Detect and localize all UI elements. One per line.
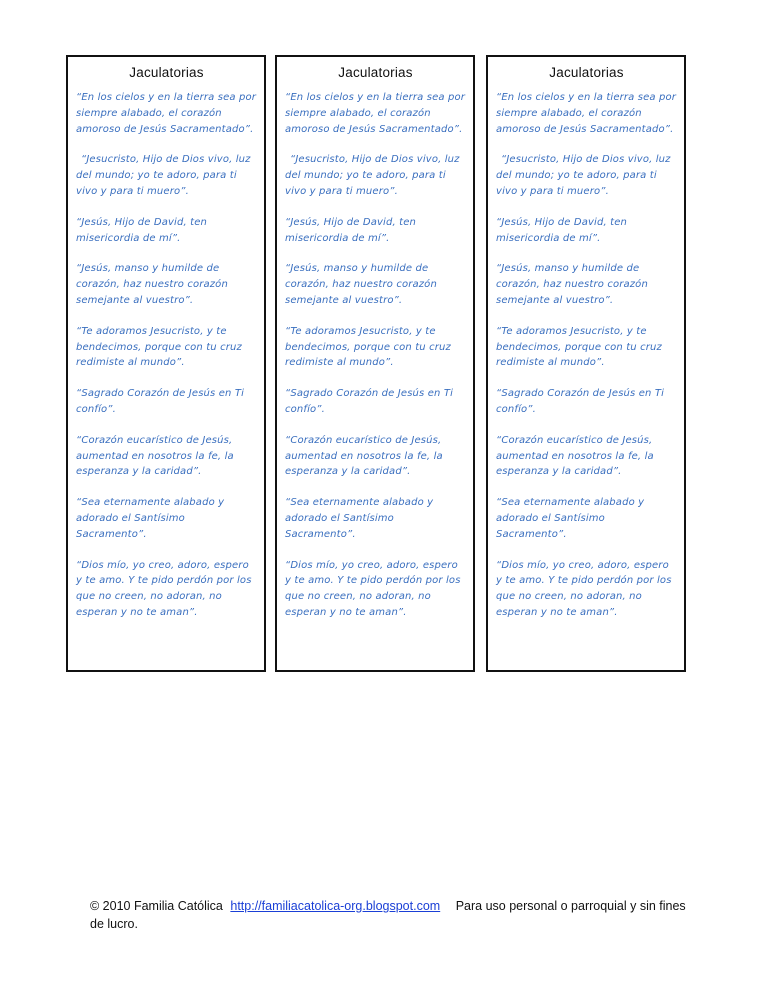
prayer-text: “Sea eternamente alabado y adorado el Santísimo Sacramento”. bbox=[285, 497, 434, 540]
prayer-text: “Jesucristo, Hijo de Dios vivo, luz del mundo; yo te adoro, para ti vivo y para ti muero”. bbox=[285, 154, 460, 197]
copyright-text: © 2010 Familia Católica bbox=[90, 899, 223, 913]
prayer-text: “Jesús, manso y humilde de corazón, haz nuestro corazón semejante al vuestro”. bbox=[285, 263, 437, 306]
bookmark-title: Jaculatorias bbox=[338, 65, 413, 80]
bookmark-title: Jaculatorias bbox=[129, 65, 204, 80]
prayer-text: “Jesús, manso y humilde de corazón, haz nuestro corazón semejante al vuestro”. bbox=[496, 263, 648, 306]
bookmark-card-3 bbox=[486, 55, 686, 672]
bookmark-card-1 bbox=[66, 55, 266, 672]
footer bbox=[90, 897, 690, 933]
prayer-text: “En los cielos y en la tierra sea por siempre alabado, el corazón amoroso de Jesús Sacramentado”. bbox=[496, 92, 677, 135]
prayer-text: “Sagrado Corazón de Jesús en Ti confío”. bbox=[496, 388, 665, 415]
prayer-text: “Sagrado Corazón de Jesús en Ti confío”. bbox=[285, 388, 454, 415]
prayer-text: “Dios mío, yo creo, adoro, espero y te amo. Y te pido perdón por los que no creen, no adoran, no esperan y no te aman”. bbox=[285, 559, 461, 618]
prayer-text: “Te adoramos Jesucristo, y te bendecimos, porque con tu cruz redimiste al mundo”. bbox=[76, 325, 242, 369]
usage-notice: Para uso personal o parroquial y sin fines de lucro. bbox=[90, 899, 686, 931]
prayer-text: “Jesús, Hijo de David, ten misericordia de mí”. bbox=[76, 216, 207, 244]
prayer-text: “En los cielos y en la tierra sea por siempre alabado, el corazón amoroso de Jesús Sacramentado”. bbox=[76, 92, 257, 135]
blog-link[interactable]: http://familiacatolica-org.blogspot.com bbox=[230, 899, 441, 913]
prayer-text: “Jesús, Hijo de David, ten misericordia de mí”. bbox=[285, 216, 416, 244]
bookmark-title: Jaculatorias bbox=[549, 65, 624, 80]
prayer-text: “Jesucristo, Hijo de Dios vivo, luz del mundo; yo te adoro, para ti vivo y para ti muero”. bbox=[496, 154, 671, 197]
prayer-text: “Corazón eucarístico de Jesús, aumentad en nosotros la fe, la esperanza y la caridad”. bbox=[76, 434, 234, 478]
prayer-text: “Te adoramos Jesucristo, y te bendecimos, porque con tu cruz redimiste al mundo”. bbox=[496, 325, 662, 369]
prayer-text: “Dios mío, yo creo, adoro, espero y te amo. Y te pido perdón por los que no creen, no adoran, no esperan y no te aman”. bbox=[76, 559, 252, 618]
prayer-text: “Corazón eucarístico de Jesús, aumentad en nosotros la fe, la esperanza y la caridad”. bbox=[285, 434, 443, 478]
prayer-text: “En los cielos y en la tierra sea por siempre alabado, el corazón amoroso de Jesús Sacramentado”. bbox=[285, 92, 466, 135]
prayer-text: “Sagrado Corazón de Jesús en Ti confío”. bbox=[76, 388, 245, 415]
prayer-text: “Jesús, Hijo de David, ten misericordia de mí”. bbox=[496, 216, 627, 244]
prayer-text: “Sea eternamente alabado y adorado el Santísimo Sacramento”. bbox=[76, 497, 225, 540]
prayer-text: “Sea eternamente alabado y adorado el Santísimo Sacramento”. bbox=[496, 497, 645, 540]
prayer-text: “Corazón eucarístico de Jesús, aumentad en nosotros la fe, la esperanza y la caridad”. bbox=[496, 434, 654, 478]
prayer-text: “Te adoramos Jesucristo, y te bendecimos, porque con tu cruz redimiste al mundo”. bbox=[285, 325, 451, 369]
prayer-text: “Jesucristo, Hijo de Dios vivo, luz del mundo; yo te adoro, para ti vivo y para ti muero”. bbox=[76, 154, 251, 197]
bookmark-card-2 bbox=[275, 55, 475, 672]
prayer-text: “Jesús, manso y humilde de corazón, haz nuestro corazón semejante al vuestro”. bbox=[76, 263, 228, 306]
prayer-text: “Dios mío, yo creo, adoro, espero y te amo. Y te pido perdón por los que no creen, no adoran, no esperan y no te aman”. bbox=[496, 559, 672, 618]
